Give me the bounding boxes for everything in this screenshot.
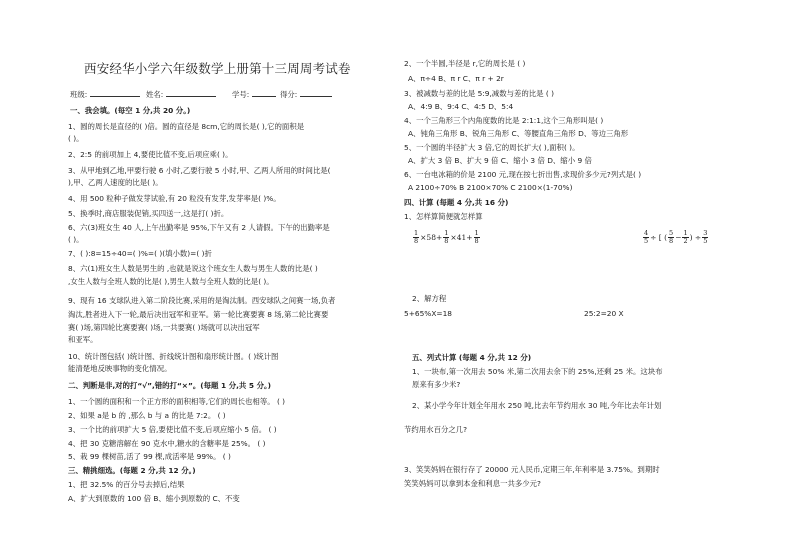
equation-label: 2、解方程 — [412, 294, 447, 303]
choice-line: A、扩大到原数的 100 倍 B、缩小到原数的 C、不变 — [68, 494, 240, 503]
judge-line: 2、如果 a是 b 的 ,那么 b 与 a 的比是 7:2。 ( ) — [68, 411, 226, 420]
expr-text: ×41+ — [450, 233, 473, 242]
choice-line: 2、一个半圆,半径是 r,它的周长是 ( ) — [404, 59, 526, 68]
judge-line: 1、一个圆的面积和一个正方形的面积相等,它们的周长也相等。 ( ) — [68, 397, 286, 406]
section-3-heading: 三、精挑细选。(每题 2 分,共 12 分。) — [68, 466, 196, 475]
word-problem-line: 原来有多少米? — [412, 380, 461, 389]
question-line: ),甲、乙两人速度的比是( )。 — [68, 178, 163, 187]
question-line: 2、2:5 的前项加上 4,要使比值不变,后项应乘( )。 — [68, 150, 233, 159]
calc-expression-2 — [642, 230, 709, 245]
fraction: $\frac{3}{5}$ — [703, 229, 708, 245]
choice-options: A 2100÷70% B 2100×70% C 2100×(1-70%) — [408, 183, 573, 192]
question-line: 赛( )场,第四轮比赛要赛( )场,一共要赛( )场就可以决出冠军 — [68, 323, 260, 332]
word-problem-line: 笑笑妈妈可以拿到本金和利息一共多少元? — [404, 479, 541, 488]
question-line: 7、( ):8=15÷40=( )%=( )(填小数)=( )折 — [68, 249, 212, 258]
choice-line: 1、把 32.5% 的百分号去掉后,结果 — [68, 480, 185, 489]
judge-line: 3、一个比的前项扩大 5 倍,要使比值不变,后项应缩小 5 倍。 ( ) — [68, 425, 277, 434]
question-line: 和亚军。 — [68, 335, 98, 344]
question-line: 3、从甲地到乙地,甲要行驶 6 小时,乙要行驶 5 小时,甲、乙两人所用的时间比是( — [68, 166, 331, 175]
section-2-heading: 二、判断是非,对的打“√”,错的打“×”。(每题 1 分,共 5 分。) — [68, 381, 272, 390]
choice-line: 5、一个圆的半径扩大 3 倍,它的周长扩大( ),面积( )。 — [404, 143, 580, 152]
question-line: 1、圆的周长是直径的( )倍。圆的直径是 8cm,它的周长是( ),它的面积是 — [68, 122, 305, 131]
choice-options: A、π÷4 B、π r C、π r + 2r — [408, 74, 504, 83]
question-line: ( )。 — [68, 134, 84, 143]
question-line: 8、六(1)班女生人数是男生的 ,也就是说这个班女生人数与男生人数的比是( ) — [68, 264, 318, 273]
equation-2: 25:2=20 X — [584, 309, 624, 318]
choice-line: 3、被减数与差的比是 5:9,减数与差的比是 ( ) — [404, 89, 555, 98]
question-line: 淘汰,胜者进入下一轮,最后决出冠军和亚军。第一轮比赛要赛 8 场,第二轮比赛要 — [68, 310, 329, 319]
judge-line: 5、栽 99 棵树苗,活了 99 棵,成活率是 99%。 ( ) — [68, 452, 231, 461]
question-line: 9、现有 16 支球队进入第二阶段比赛,采用的是淘汰制。西安球队之间赛一场,负者 — [68, 296, 336, 305]
choice-line: 4、一个三角形三个内角度数的比是 2:1:1,这个三角形叫是( ) — [404, 116, 604, 125]
expr-text: ×58+ — [420, 233, 443, 242]
name-label: 姓名: — [146, 90, 164, 99]
fraction: $\frac{5}{8}$ — [669, 229, 674, 245]
name-field[interactable] — [166, 88, 216, 97]
question-line: 能清楚地反映事物的变化情况。 — [68, 364, 172, 373]
header-row — [70, 88, 332, 100]
fraction: $\frac{1}{8}$ — [414, 229, 419, 245]
score-field[interactable] — [300, 88, 332, 97]
section-4-heading: 四、计算 (每题 4 分,共 16 分) — [404, 198, 509, 207]
fraction: $\frac{1}{2}$ — [683, 229, 688, 245]
expr-text: ) ÷ — [689, 233, 702, 242]
question-line: 5、换季时,商店服装促销,买四送一,这是打( )折。 — [68, 209, 229, 218]
equation-1: 5+65%X=18 — [404, 309, 452, 318]
word-problem-line: 1、一块布,第一次用去 50% 米,第二次用去余下的 25%,还剩 25 米。这块布 — [412, 367, 663, 376]
judge-line: 4、把 30 克糖溶解在 90 克水中,糖水的含糖率是 25%。 ( ) — [68, 439, 266, 448]
choice-options: A、扩大 3 倍 B、扩大 9 倍 C、缩小 3 倍 D、缩小 9 倍 — [408, 156, 592, 165]
question-line: ,女生人数与全班人数的比是( ),男生人数与全班人数的比是( )。 — [68, 277, 274, 286]
word-problem-line: 节约用水百分之几? — [404, 425, 468, 434]
choice-options: A、4:9 B、9:4 C、4:5 D、5:4 — [408, 102, 514, 111]
fraction: $\frac{1}{8}$ — [474, 229, 479, 245]
exam-title: 西安经华小学六年级数学上册第十三周周考试卷 — [84, 61, 351, 76]
choice-line: 6、一台电冰箱的价是 2100 元,现在按七折出售,求现价多少元?列式是( ) — [404, 170, 642, 179]
choice-options: A、钝角三角形 B、锐角三角形 C、等腰直角三角形 D、等边三角形 — [408, 129, 629, 138]
fraction: $\frac{1}{8}$ — [444, 229, 449, 245]
expr-text: − — [675, 233, 682, 242]
id-label: 学号: — [232, 90, 250, 99]
question-line: 10、统计图包括( )统计图、折线统计图和扇形统计图。( )统计图 — [68, 352, 279, 361]
calc-instruction: 1、怎样算简便就怎样算 — [404, 212, 483, 221]
score-label: 得分: — [280, 90, 298, 99]
class-label: 班级: — [70, 90, 88, 99]
section-1-heading: 一、我会填。(每空 1 分,共 20 分。) — [70, 106, 191, 115]
word-problem-line: 3、笑笑妈妈在银行存了 20000 元人民币,定期三年,年利率是 3.75%。到期时 — [404, 465, 660, 474]
expr-text: ÷ [ ( — [650, 233, 668, 242]
word-problem-line: 2、某小学今年计划全年用水 250 吨,比去年节约用水 30 吨,今年比去年计划 — [412, 401, 662, 410]
calc-expression-1 — [412, 230, 481, 245]
question-line: 6、六(3)班女生 40 人,上午出勤率是 95%,下午又有 2 人请假。下午的出勤率是 — [68, 223, 330, 232]
id-field[interactable] — [252, 88, 276, 97]
class-field[interactable] — [90, 88, 140, 97]
question-line: ( )。 — [68, 235, 84, 244]
question-line: 4、用 500 粒种子做发芽试验,有 20 粒没有发芽,发芽率是( )%。 — [68, 194, 281, 203]
section-5-heading: 五、列式计算 (每题 4 分,共 12 分) — [412, 353, 532, 362]
fraction: $\frac{4}{5}$ — [644, 229, 649, 245]
